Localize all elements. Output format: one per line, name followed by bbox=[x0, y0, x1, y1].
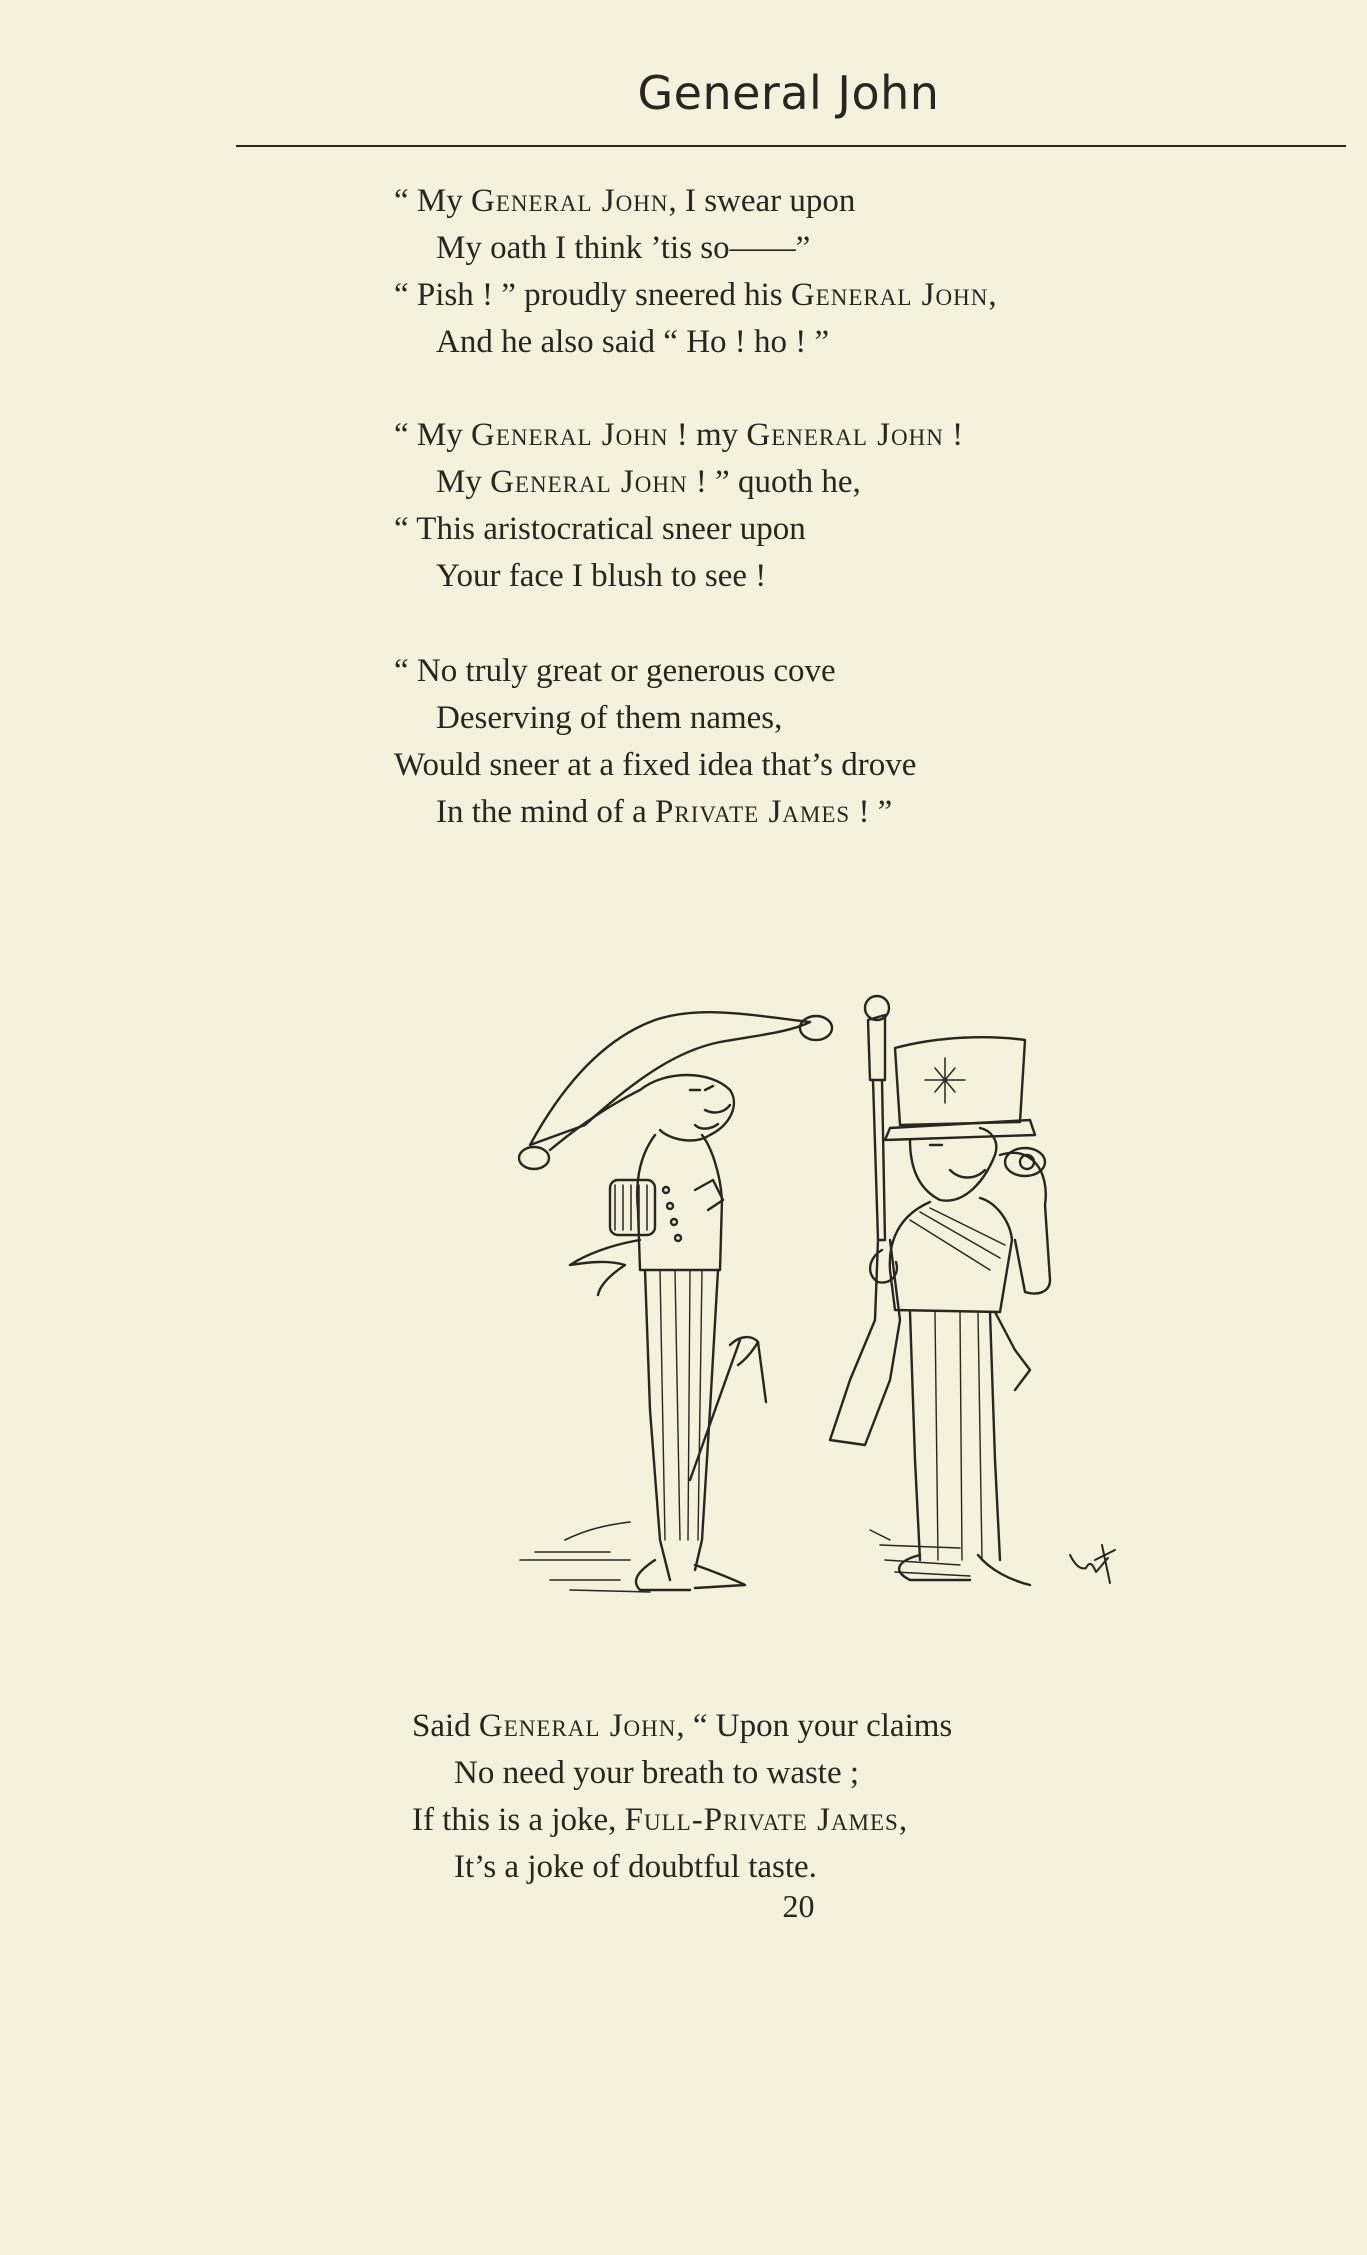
small-caps-name: General John bbox=[490, 464, 688, 500]
verse-line bbox=[394, 742, 916, 789]
general-and-private-illustration bbox=[490, 940, 1170, 1620]
verse-text: , “ Upon your claims bbox=[676, 1708, 953, 1744]
verse-line bbox=[394, 178, 997, 225]
verse-line bbox=[412, 1797, 952, 1844]
verse-line bbox=[412, 1750, 952, 1797]
small-caps-name: General John bbox=[478, 1708, 677, 1744]
verse-text: Said bbox=[412, 1708, 479, 1744]
page-title: General John bbox=[637, 66, 940, 120]
verse-text: ! ” quoth he, bbox=[687, 464, 861, 500]
stanza-2 bbox=[394, 412, 963, 600]
verse-text: Deserving of them names, bbox=[436, 700, 783, 736]
small-caps-name: General John bbox=[471, 183, 669, 219]
small-caps-name: General John bbox=[790, 277, 989, 313]
verse-line bbox=[394, 319, 997, 366]
verse-line bbox=[394, 272, 997, 319]
private-figure bbox=[830, 996, 1115, 1585]
verse-text: , I swear upon bbox=[668, 183, 856, 219]
stanza-3 bbox=[394, 648, 916, 836]
verse-text: No need your breath to waste ; bbox=[454, 1755, 860, 1791]
verse-text: My oath I think ’tis so——” bbox=[436, 230, 811, 266]
small-caps-name: General John bbox=[746, 417, 944, 453]
verse-line bbox=[394, 648, 916, 695]
verse-text: , bbox=[988, 277, 997, 313]
verse-line bbox=[394, 412, 963, 459]
verse-line bbox=[412, 1703, 952, 1750]
verse-text: In the mind of a bbox=[436, 794, 656, 830]
small-caps-name: Private James bbox=[655, 794, 851, 830]
verse-text: Your face I blush to see ! bbox=[436, 558, 767, 594]
verse-line bbox=[394, 459, 963, 506]
verse-text: ! bbox=[943, 417, 964, 453]
verse-line bbox=[394, 553, 963, 600]
verse-text: And he also said “ Ho ! ho ! ” bbox=[436, 324, 830, 360]
verse-line bbox=[394, 789, 916, 836]
verse-text: My bbox=[436, 464, 491, 500]
verse-text: ! my bbox=[668, 417, 747, 453]
general-figure bbox=[519, 1012, 832, 1592]
verse-text: “ Pish ! ” proudly sneered his bbox=[394, 277, 791, 313]
stanza-4 bbox=[412, 1703, 952, 1891]
verse-text: “ No truly great or generous cove bbox=[394, 653, 836, 689]
verse-text: “ My bbox=[394, 417, 471, 453]
verse-line bbox=[394, 695, 916, 742]
small-caps-name: Full-Private James bbox=[624, 1802, 899, 1838]
stanza-1 bbox=[394, 178, 997, 366]
verse-line bbox=[394, 225, 997, 272]
verse-text: “ This aristocratical sneer upon bbox=[394, 511, 806, 547]
verse-text: Would sneer at a fixed idea that’s drove bbox=[394, 747, 917, 783]
header-rule bbox=[236, 145, 1346, 147]
verse-line bbox=[412, 1844, 952, 1891]
small-caps-name: General John bbox=[471, 417, 669, 453]
verse-text: If this is a joke, bbox=[412, 1802, 625, 1838]
verse-text: It’s a joke of doubtful taste. bbox=[454, 1849, 817, 1885]
page-number: 20 bbox=[782, 1888, 815, 1924]
verse-text: , bbox=[898, 1802, 908, 1838]
verse-text: ! ” bbox=[850, 794, 893, 830]
verse-text: “ My bbox=[394, 183, 471, 219]
verse-line bbox=[394, 506, 963, 553]
